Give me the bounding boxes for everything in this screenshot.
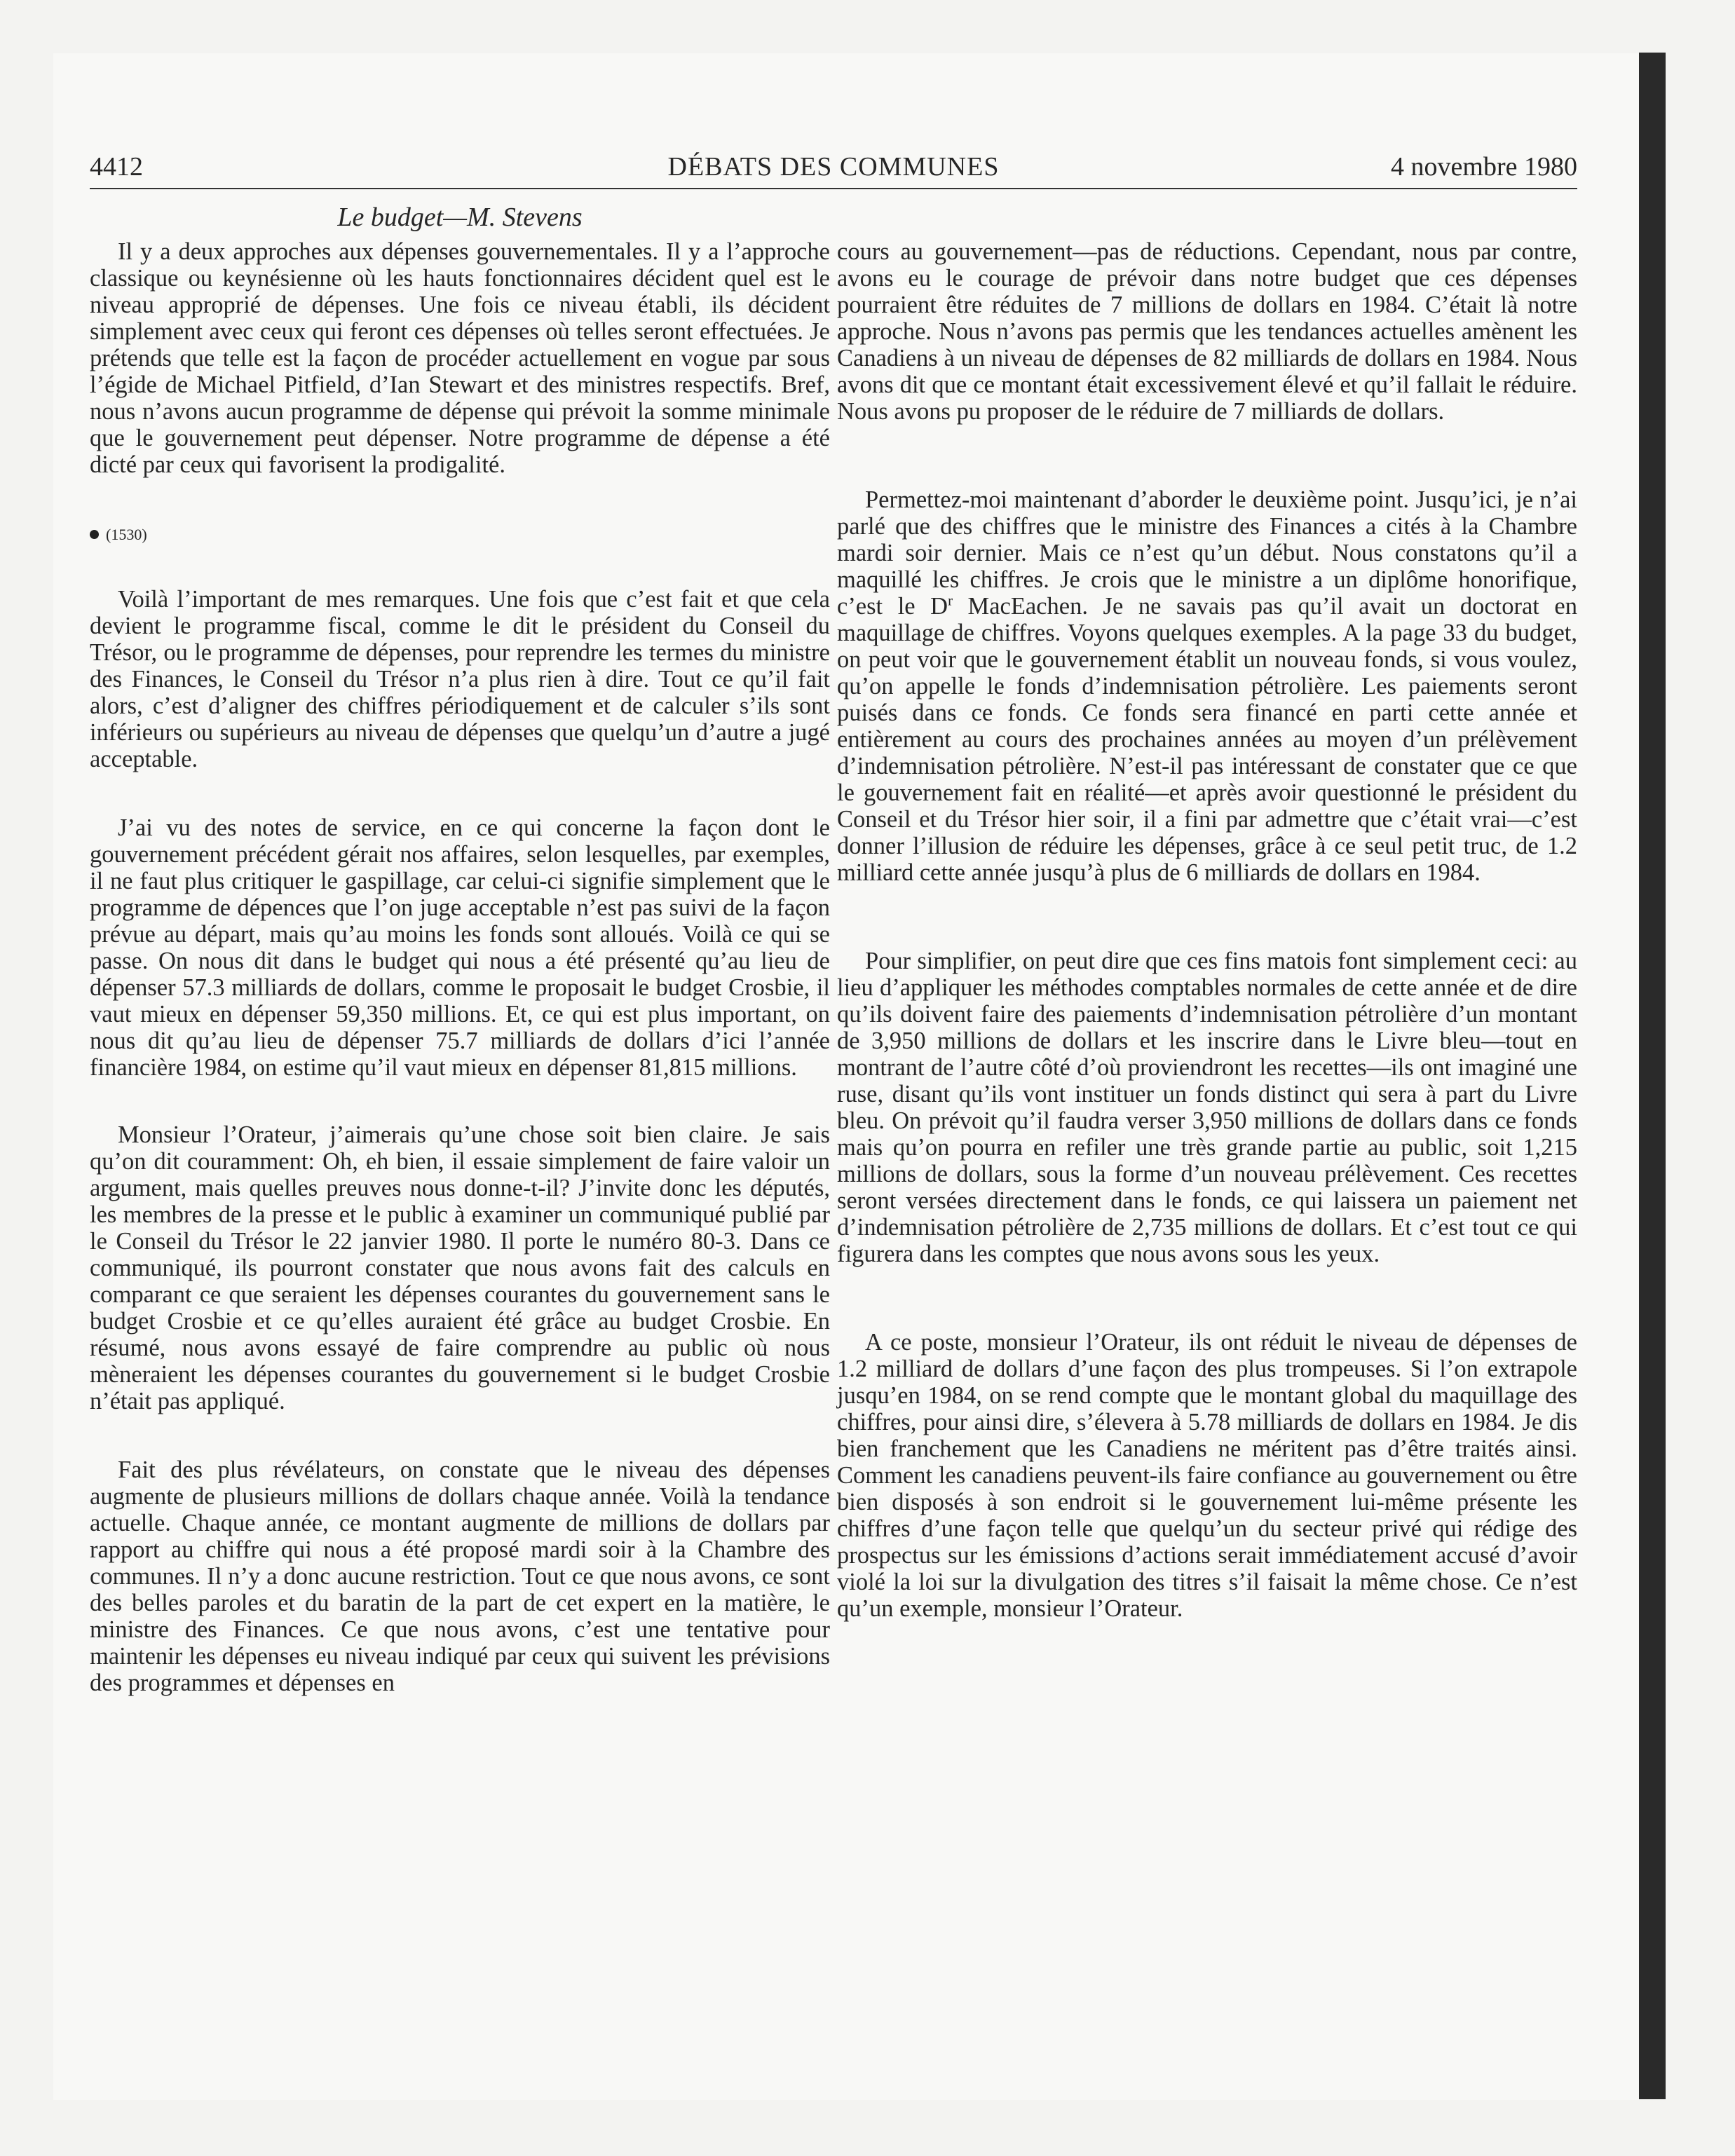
paragraph: [837, 486, 1577, 886]
superscript: r: [948, 593, 953, 609]
issue-date: 4 novembre 1980: [1391, 152, 1577, 182]
paragraph: A ce poste, monsieur l’Orateur, ils ont réduit le niveau de dépenses de 1.2 milliard de dollars d’une façon des plus trompeuses. Si l’on extrapole jusqu’en 1984, on se rend compte que le montant global du maquillage des chiffres, pour ainsi dire, s’élevera à 5.78 milliards de dollars en 1984. Je dis bien franchement que les Canadiens ne méritent pas d’être traités ainsi. Comment les canadiens peuvent-ils faire confiance au gouvernement ou être bien disposés à son endroit si le gouvernement lui-même présente les chiffres d’une façon telle que quelqu’un du secteur privé qui rédige des prospectus sur les émissions d’actions serait immédiatement accusé d’avoir violé la loi sur la divulgation des titres s’il faisait la même chose. Ce n’est qu’un exemple, monsieur l’Orateur.: [837, 1329, 1577, 1622]
right-column: [837, 238, 1577, 1643]
page-number: 4412: [90, 152, 143, 182]
publication-title: DÉBATS DES COMMUNES: [667, 152, 1000, 182]
paragraph: Fait des plus révélateurs, on constate que le niveau des dépenses augmente de plusieurs millions de dollars chaque année. Voilà la tendance actuelle. Chaque année, ce montant augmente de millions de dollars par rapport au chiffre qui nous a été proposé mardi soir à la Chambre des communes. Il n’y a donc aucune restriction. Tout ce que nous avons, ce sont des belles paroles et du baratin de la part de cet expert en la matière, le ministre des Finances. Ce que nous avons, c’est une tentative pour maintenir les dépenses eu niveau indiqué par ceux qui suivent les prévisions des programmes et dépenses en: [90, 1456, 830, 1696]
paragraph: Il y a deux approches aux dépenses gouvernementales. Il y a l’approche classique ou keynésienne où les hauts fonctionnaires décident quel est le niveau approprié de dépenses. Une fois ce niveau établi, ils décident simplement avec ceux qui feront ces dépenses où telles seront effectuées. Je prétends que telle est la façon de procéder actuellement en vogue par sous l’égide de Michael Pitfield, d’Ian Stewart et des ministres respectifs. Bref, nous n’avons aucun programme de dépense qui prévoit la somme minimale que le gouvernement peut dépenser. Notre programme de dépense a été dicté par ceux qui favorisent la prodigalité.: [90, 238, 830, 478]
time-marker: [90, 524, 830, 545]
paragraph: J’ai vu des notes de service, en ce qui concerne la façon dont le gouvernement précédent gérait nos affaires, selon lesquelles, par exemples, il ne faut plus critiquer le gaspillage, car celui-ci signifie simplement que le programme de dépences que l’on juge acceptable n’est pas suivi de la façon prévue au départ, mais qu’au moins les fonds sont alloués. Voilà ce qui se passe. On nous dit dans le budget qui nous a été présenté qu’au lieu de dépenser 57.3 milliards de dollars, comme le proposait le budget Crosbie, il vaut mieux en dépenser 59,350 millions. Et, ce qui est plus important, on nous dit qu’au lieu de dépenser 75.7 milliards de dollars d’ici l’année financière 1984, on estime qu’il vaut mieux en dépenser 81,815 millions.: [90, 814, 830, 1081]
paragraph: Monsieur l’Orateur, j’aimerais qu’une chose soit bien claire. Je sais qu’on dit couramment: Oh, eh bien, il essaie simplement de faire valoir un argument, mais quelles preuves nous donne-t-il? J’invite donc les députés, les membres de la presse et le public à examiner un communiqué publié par le Conseil du Trésor le 22 janvier 1980. Il porte le numéro 80-3. Dans ce communiqué, ils pourront constater que nous avons fait des calculs en comparant ce que seraient les dépenses courantes du gouvernement sans le budget Crosbie et ce qu’elles auraient été grâce au budget Crosbie. En résumé, nous avons essayé de faire comprendre au public où nous mèneraient les dépenses courantes du gouvernement si le budget Crosbie n’était pas appliqué.: [90, 1121, 830, 1414]
scan-edge-shadow: [1639, 53, 1666, 2099]
paragraph-text: Permettez-moi maintenant d’aborder le deuxième point. Jusqu’ici, je n’ai parlé que des chiffres que le ministre des Finances a cités à la Chambre mardi soir dernier. Mais ce n’est qu’un début. Nous constatons qu’il a maquillé les chiffres. Je crois que le ministre a un diplôme honorifique, c’est le D: [837, 486, 1577, 620]
left-column: [90, 238, 830, 1717]
paragraph: cours au gouvernement—pas de réductions. Cependant, nous par contre, avons eu le courage de prévoir dans notre budget que ces dépenses pourraient être réduites de 7 millions de dollars en 1984. C’était là notre approche. Nous n’avons pas permis que les tendances actuelles amènent les Canadiens à un niveau de dépenses de 82 milliards de dollars en 1984. Nous avons dit que ce montant était excessivement élevé et qu’il fallait le réduire. Nous avons pu proposer de le réduire de 7 milliards de dollars.: [837, 238, 1577, 425]
running-header: [90, 149, 1577, 189]
paragraph: Pour simplifier, on peut dire que ces fins matois font simplement ceci: au lieu d’appliquer les méthodes comptables normales de cette année et de dire qu’ils doivent faire des paiements d’indemnisation pétrolière d’un montant de 3,950 millions de dollars et les inscrire dans le Livre bleu—tout en montrant de l’autre côté d’où proviendront les recettes—ils ont imaginé une ruse, disant qu’ils vont instituer un fonds distinct qui sera à part du Livre bleu. On prévoit qu’il faudra verser 3,950 millions de dollars dans ce fonds mais qu’on pourra en refiler une très grande partie au public, soit 1,215 millions de dollars, sous la forme d’un nouveau prélèvement. Ces recettes seront versées directement dans le fonds, ce qui laissera un paiement net d’indemnisation pétrolière de 2,735 millions de dollars. Et c’est tout ce qui figurera dans les comptes que nous avons sous les yeux.: [837, 948, 1577, 1267]
paragraph: Voilà l’important de mes remarques. Une fois que c’est fait et que cela devient le programme fiscal, comme le dit le président du Conseil du Trésor, ou le programme de dépenses, pour reprendre les termes du ministre des Finances, le Conseil du Trésor n’a plus rien à dire. Tout ce qu’il fait alors, c’est d’aligner des chiffres périodiquement et de calculer s’ils sont inférieurs ou supérieurs au niveau de dépenses que quelqu’un d’autre a jugé acceptable.: [90, 586, 830, 772]
bullet-dot-icon: [90, 530, 99, 539]
time-marker-text: (1530): [106, 526, 147, 543]
paragraph-text: MacEachen. Je ne savais pas qu’il avait un doctorat en maquillage de chiffres. Voyons quelques exemples. A la page 33 du budget, on peut voir que le gouvernement établit un nouveau fonds, si vous voulez, qu’on appelle le fonds d’indemnisation pétrolière. Les paiements seront puisés dans ce fonds. Ce fonds sera financé en parti cette année et entièrement au cours des prochaines années au moyen d’un prélèvement d’indemnisation pétrolière. N’est-il pas intéressant de constater que ce que le gouvernement fait en réalité—et après avoir questionné le président du Conseil et du Trésor hier soir, il a fini par admettre que c’était vrai—c’est donner l’illusion de réduire les dépenses, grâce à ce seul petit truc, de 1.2 milliard cette année jusqu’à plus de 6 milliards de dollars en 1984.: [837, 593, 1577, 886]
section-subheading: Le budget—M. Stevens: [337, 203, 583, 232]
